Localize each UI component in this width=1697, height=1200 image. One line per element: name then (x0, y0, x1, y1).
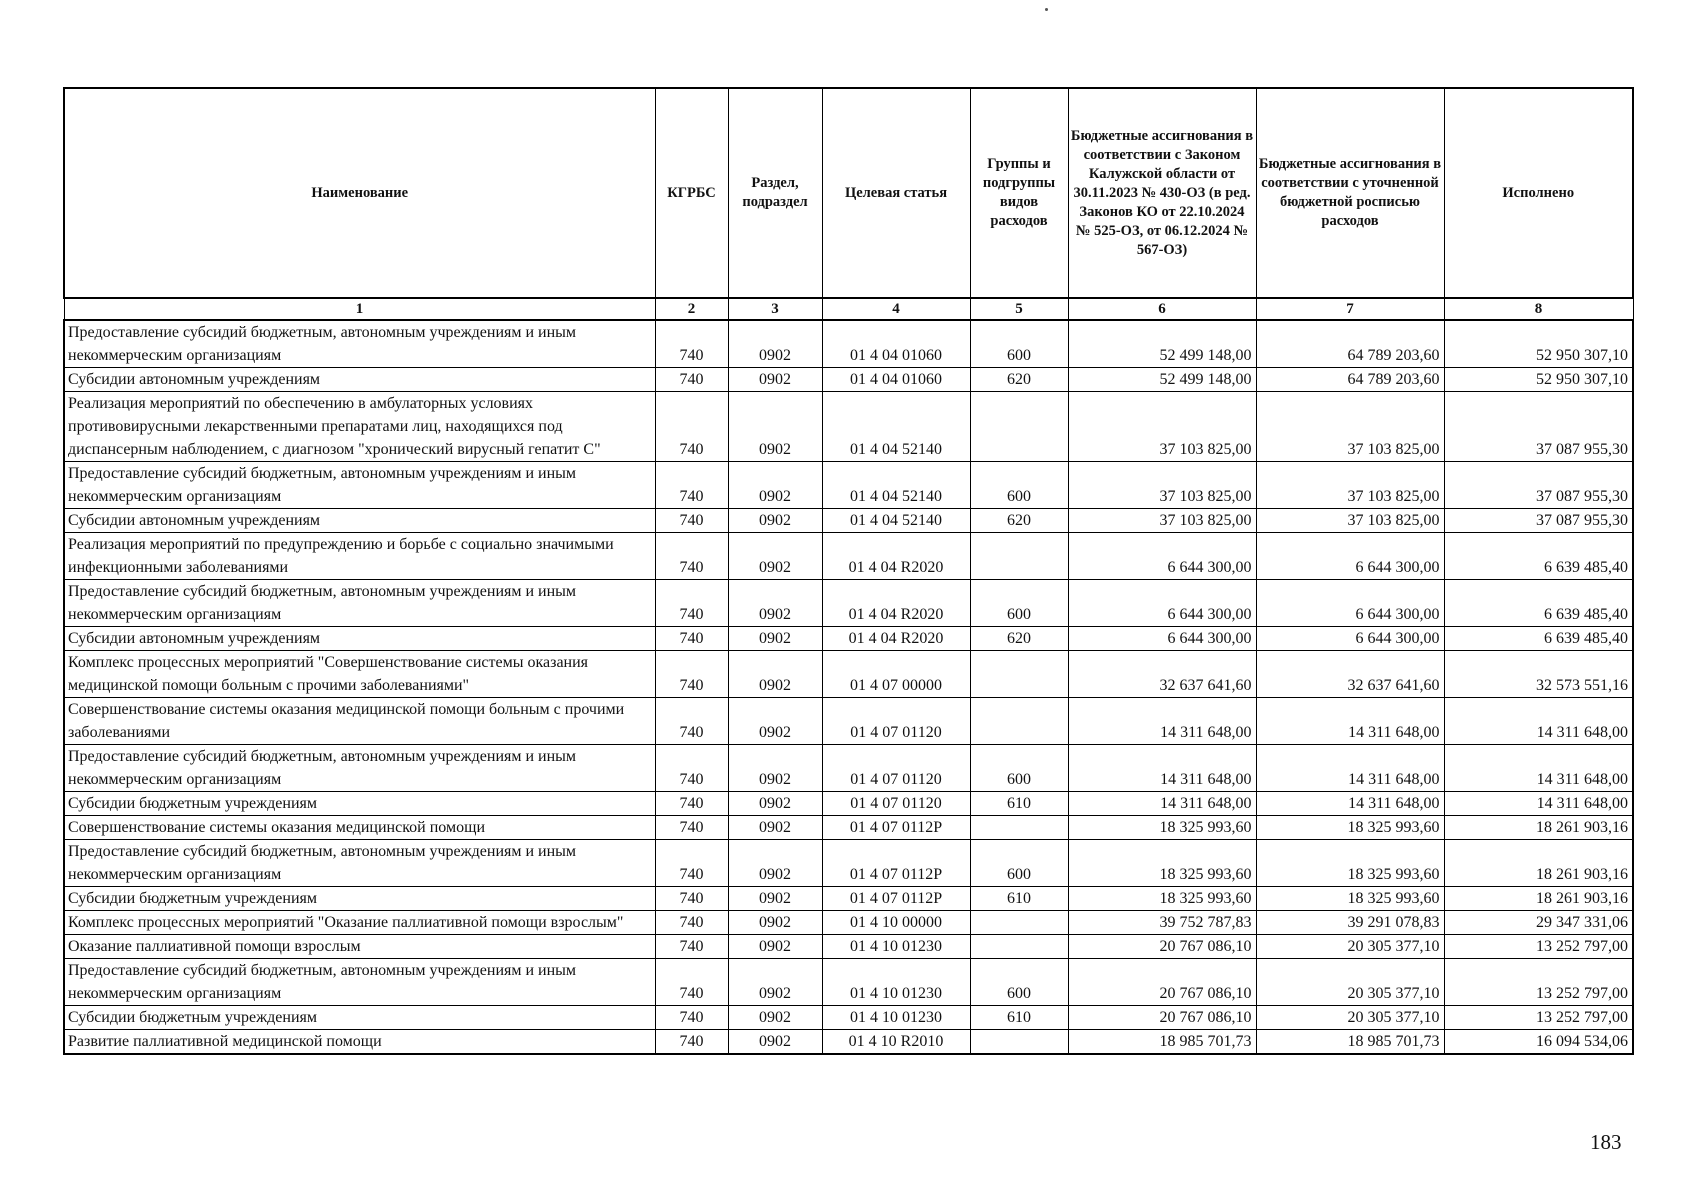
row-section: 0902 (728, 1006, 822, 1030)
row-allocated-schedule: 14 311 648,00 (1256, 745, 1444, 792)
row-target-article: 01 4 07 01120 (822, 698, 970, 745)
table-body (64, 320, 1633, 1054)
column-number: 7 (1256, 298, 1444, 320)
row-kgrbs: 740 (655, 935, 728, 959)
row-allocated-schedule: 6 644 300,00 (1256, 580, 1444, 627)
row-executed: 13 252 797,00 (1444, 959, 1633, 1006)
row-expense-group (970, 816, 1068, 840)
row-name: Субсидии автономным учреждениям (64, 509, 655, 533)
row-expense-group (970, 698, 1068, 745)
row-name: Предоставление субсидий бюджетным, автономным учреждениям и иным некоммерческим организациям (64, 580, 655, 627)
row-target-article: 01 4 04 52140 (822, 462, 970, 509)
row-executed: 13 252 797,00 (1444, 935, 1633, 959)
row-allocated-law: 37 103 825,00 (1068, 392, 1256, 462)
table-row (64, 816, 1633, 840)
table-row (64, 698, 1633, 745)
row-target-article: 01 4 04 01060 (822, 368, 970, 392)
row-expense-group: 610 (970, 1006, 1068, 1030)
row-executed: 13 252 797,00 (1444, 1006, 1633, 1030)
column-number-row (64, 298, 1633, 320)
row-allocated-schedule: 37 103 825,00 (1256, 462, 1444, 509)
row-allocated-schedule: 20 305 377,10 (1256, 959, 1444, 1006)
column-number: 8 (1444, 298, 1633, 320)
row-executed: 14 311 648,00 (1444, 745, 1633, 792)
table-row (64, 580, 1633, 627)
row-name: Предоставление субсидий бюджетным, автономным учреждениям и иным некоммерческим организациям (64, 745, 655, 792)
row-expense-group: 610 (970, 792, 1068, 816)
row-allocated-schedule: 32 637 641,60 (1256, 651, 1444, 698)
row-section: 0902 (728, 911, 822, 935)
row-kgrbs: 740 (655, 651, 728, 698)
row-allocated-schedule: 37 103 825,00 (1256, 509, 1444, 533)
row-allocated-law: 37 103 825,00 (1068, 462, 1256, 509)
row-allocated-schedule: 18 325 993,60 (1256, 887, 1444, 911)
row-target-article: 01 4 04 R2020 (822, 533, 970, 580)
row-kgrbs: 740 (655, 840, 728, 887)
table-row (64, 320, 1633, 368)
row-executed: 37 087 955,30 (1444, 392, 1633, 462)
row-allocated-law: 20 767 086,10 (1068, 1006, 1256, 1030)
row-section: 0902 (728, 462, 822, 509)
table-row (64, 651, 1633, 698)
row-kgrbs: 740 (655, 792, 728, 816)
header-allocated-schedule: Бюджетные ассигнования в соответствии с уточненной бюджетной росписью расходов (1256, 88, 1444, 298)
row-allocated-law: 18 985 701,73 (1068, 1030, 1256, 1055)
table-row (64, 533, 1633, 580)
scan-dot (1045, 8, 1048, 11)
row-kgrbs: 740 (655, 462, 728, 509)
row-section: 0902 (728, 1030, 822, 1055)
row-executed: 6 639 485,40 (1444, 533, 1633, 580)
row-expense-group (970, 392, 1068, 462)
table-row (64, 792, 1633, 816)
row-section: 0902 (728, 816, 822, 840)
row-allocated-schedule: 64 789 203,60 (1256, 368, 1444, 392)
row-target-article: 01 4 10 01230 (822, 959, 970, 1006)
row-kgrbs: 740 (655, 887, 728, 911)
row-section: 0902 (728, 651, 822, 698)
row-section: 0902 (728, 533, 822, 580)
row-allocated-law: 6 644 300,00 (1068, 627, 1256, 651)
row-executed: 52 950 307,10 (1444, 320, 1633, 368)
row-allocated-schedule: 37 103 825,00 (1256, 392, 1444, 462)
table-row (64, 368, 1633, 392)
row-executed: 37 087 955,30 (1444, 509, 1633, 533)
row-expense-group (970, 651, 1068, 698)
row-section: 0902 (728, 509, 822, 533)
row-kgrbs: 740 (655, 392, 728, 462)
table-row (64, 627, 1633, 651)
row-allocated-law: 18 325 993,60 (1068, 816, 1256, 840)
header-kgrbs: КГРБС (655, 88, 728, 298)
row-kgrbs: 740 (655, 698, 728, 745)
row-kgrbs: 740 (655, 580, 728, 627)
row-executed: 18 261 903,16 (1444, 816, 1633, 840)
row-allocated-law: 32 637 641,60 (1068, 651, 1256, 698)
row-section: 0902 (728, 745, 822, 792)
row-executed: 29 347 331,06 (1444, 911, 1633, 935)
row-expense-group: 600 (970, 959, 1068, 1006)
table-row (64, 911, 1633, 935)
table-row (64, 887, 1633, 911)
row-expense-group: 610 (970, 887, 1068, 911)
row-allocated-law: 14 311 648,00 (1068, 745, 1256, 792)
row-kgrbs: 740 (655, 320, 728, 368)
row-executed: 18 261 903,16 (1444, 887, 1633, 911)
row-allocated-schedule: 20 305 377,10 (1256, 935, 1444, 959)
row-allocated-law: 39 752 787,83 (1068, 911, 1256, 935)
row-allocated-law: 18 325 993,60 (1068, 887, 1256, 911)
row-name: Субсидии бюджетным учреждениям (64, 1006, 655, 1030)
column-number: 5 (970, 298, 1068, 320)
table-row (64, 392, 1633, 462)
row-target-article: 01 4 07 0112Р (822, 816, 970, 840)
row-kgrbs: 740 (655, 533, 728, 580)
row-section: 0902 (728, 580, 822, 627)
row-allocated-schedule: 20 305 377,10 (1256, 1006, 1444, 1030)
row-expense-group: 620 (970, 627, 1068, 651)
column-number: 4 (822, 298, 970, 320)
row-executed: 37 087 955,30 (1444, 462, 1633, 509)
row-allocated-law: 37 103 825,00 (1068, 509, 1256, 533)
row-expense-group: 600 (970, 462, 1068, 509)
row-target-article: 01 4 07 0112Р (822, 887, 970, 911)
column-number: 1 (64, 298, 655, 320)
row-expense-group: 620 (970, 509, 1068, 533)
row-target-article: 01 4 04 52140 (822, 392, 970, 462)
row-target-article: 01 4 07 0112Р (822, 840, 970, 887)
row-allocated-schedule: 14 311 648,00 (1256, 698, 1444, 745)
row-allocated-schedule: 14 311 648,00 (1256, 792, 1444, 816)
row-kgrbs: 740 (655, 509, 728, 533)
table-row (64, 840, 1633, 887)
row-name: Предоставление субсидий бюджетным, автономным учреждениям и иным некоммерческим организациям (64, 462, 655, 509)
table-row (64, 935, 1633, 959)
row-section: 0902 (728, 935, 822, 959)
row-target-article: 01 4 07 01120 (822, 792, 970, 816)
row-name: Субсидии бюджетным учреждениям (64, 887, 655, 911)
row-allocated-law: 14 311 648,00 (1068, 698, 1256, 745)
row-allocated-schedule: 6 644 300,00 (1256, 533, 1444, 580)
header-executed: Исполнено (1444, 88, 1633, 298)
row-expense-group: 600 (970, 745, 1068, 792)
row-executed: 14 311 648,00 (1444, 792, 1633, 816)
row-name: Реализация мероприятий по предупреждению и борьбе с социально значимыми инфекционными заболеваниями (64, 533, 655, 580)
row-kgrbs: 740 (655, 1006, 728, 1030)
row-expense-group (970, 935, 1068, 959)
row-section: 0902 (728, 627, 822, 651)
row-section: 0902 (728, 320, 822, 368)
row-executed: 6 639 485,40 (1444, 580, 1633, 627)
row-name: Субсидии бюджетным учреждениям (64, 792, 655, 816)
row-allocated-schedule: 18 325 993,60 (1256, 840, 1444, 887)
row-allocated-schedule: 39 291 078,83 (1256, 911, 1444, 935)
row-target-article: 01 4 10 00000 (822, 911, 970, 935)
row-name: Комплекс процессных мероприятий "Оказание паллиативной помощи взрослым" (64, 911, 655, 935)
row-expense-group: 600 (970, 840, 1068, 887)
row-section: 0902 (728, 698, 822, 745)
row-allocated-schedule: 18 325 993,60 (1256, 816, 1444, 840)
header-section: Раздел, подраздел (728, 88, 822, 298)
row-section: 0902 (728, 959, 822, 1006)
column-number: 2 (655, 298, 728, 320)
row-section: 0902 (728, 368, 822, 392)
row-allocated-law: 52 499 148,00 (1068, 320, 1256, 368)
row-target-article: 01 4 10 R2010 (822, 1030, 970, 1055)
budget-execution-table (63, 87, 1634, 1055)
header-expense-groups: Группы и подгруппы видов расходов (970, 88, 1068, 298)
column-number: 6 (1068, 298, 1256, 320)
row-target-article: 01 4 04 R2020 (822, 580, 970, 627)
row-name: Субсидии автономным учреждениям (64, 627, 655, 651)
row-kgrbs: 740 (655, 1030, 728, 1055)
row-section: 0902 (728, 887, 822, 911)
row-target-article: 01 4 10 01230 (822, 935, 970, 959)
row-kgrbs: 740 (655, 959, 728, 1006)
table-row (64, 462, 1633, 509)
row-name: Предоставление субсидий бюджетным, автономным учреждениям и иным некоммерческим организациям (64, 320, 655, 368)
row-executed: 18 261 903,16 (1444, 840, 1633, 887)
row-target-article: 01 4 04 R2020 (822, 627, 970, 651)
row-allocated-law: 18 325 993,60 (1068, 840, 1256, 887)
table-row (64, 959, 1633, 1006)
row-section: 0902 (728, 792, 822, 816)
row-name: Субсидии автономным учреждениям (64, 368, 655, 392)
row-name: Оказание паллиативной помощи взрослым (64, 935, 655, 959)
row-allocated-law: 20 767 086,10 (1068, 959, 1256, 1006)
row-allocated-law: 6 644 300,00 (1068, 533, 1256, 580)
row-allocated-law: 20 767 086,10 (1068, 935, 1256, 959)
row-expense-group (970, 533, 1068, 580)
row-kgrbs: 740 (655, 816, 728, 840)
row-allocated-law: 14 311 648,00 (1068, 792, 1256, 816)
row-target-article: 01 4 07 00000 (822, 651, 970, 698)
row-executed: 32 573 551,16 (1444, 651, 1633, 698)
row-expense-group (970, 1030, 1068, 1055)
row-kgrbs: 740 (655, 627, 728, 651)
row-name: Предоставление субсидий бюджетным, автономным учреждениям и иным некоммерческим организациям (64, 840, 655, 887)
row-section: 0902 (728, 840, 822, 887)
row-name: Совершенствование системы оказания медицинской помощи (64, 816, 655, 840)
row-allocated-law: 6 644 300,00 (1068, 580, 1256, 627)
row-executed: 52 950 307,10 (1444, 368, 1633, 392)
page-number: 183 (1590, 1130, 1622, 1154)
row-name: Предоставление субсидий бюджетным, автономным учреждениям и иным некоммерческим организациям (64, 959, 655, 1006)
row-expense-group: 620 (970, 368, 1068, 392)
table-row (64, 1006, 1633, 1030)
row-allocated-schedule: 18 985 701,73 (1256, 1030, 1444, 1055)
row-expense-group (970, 911, 1068, 935)
header-row (64, 88, 1633, 298)
row-name: Совершенствование системы оказания медицинской помощи больным с прочими заболеваниями (64, 698, 655, 745)
header-allocated-law: Бюджетные ассигнования в соответствии с Законом Калужской области от 30.11.2023 № 430-ОЗ (в ред. Законов КО от 22.10.2024 № 525-ОЗ, от 06.12.2024 № 567-ОЗ) (1068, 88, 1256, 298)
row-allocated-schedule: 64 789 203,60 (1256, 320, 1444, 368)
row-name: Реализация мероприятий по обеспечению в амбулаторных условиях противовирусными лекарственными препаратами лиц, находящихся под диспансерным наблюдением, с диагнозом "хронический вирусный гепатит С" (64, 392, 655, 462)
row-name: Развитие паллиативной медицинской помощи (64, 1030, 655, 1055)
header-name: Наименование (64, 88, 655, 298)
row-kgrbs: 740 (655, 368, 728, 392)
row-allocated-schedule: 6 644 300,00 (1256, 627, 1444, 651)
row-target-article: 01 4 10 01230 (822, 1006, 970, 1030)
row-expense-group: 600 (970, 320, 1068, 368)
column-number: 3 (728, 298, 822, 320)
row-kgrbs: 740 (655, 911, 728, 935)
row-executed: 6 639 485,40 (1444, 627, 1633, 651)
table-row (64, 1030, 1633, 1055)
row-kgrbs: 740 (655, 745, 728, 792)
row-allocated-law: 52 499 148,00 (1068, 368, 1256, 392)
row-executed: 14 311 648,00 (1444, 698, 1633, 745)
row-executed: 16 094 534,06 (1444, 1030, 1633, 1055)
row-target-article: 01 4 04 52140 (822, 509, 970, 533)
row-expense-group: 600 (970, 580, 1068, 627)
row-section: 0902 (728, 392, 822, 462)
header-target-article: Целевая статья (822, 88, 970, 298)
table-row (64, 745, 1633, 792)
row-target-article: 01 4 04 01060 (822, 320, 970, 368)
row-target-article: 01 4 07 01120 (822, 745, 970, 792)
table-row (64, 509, 1633, 533)
row-name: Комплекс процессных мероприятий "Совершенствование системы оказания медицинской помощи больным с прочими заболеваниями" (64, 651, 655, 698)
